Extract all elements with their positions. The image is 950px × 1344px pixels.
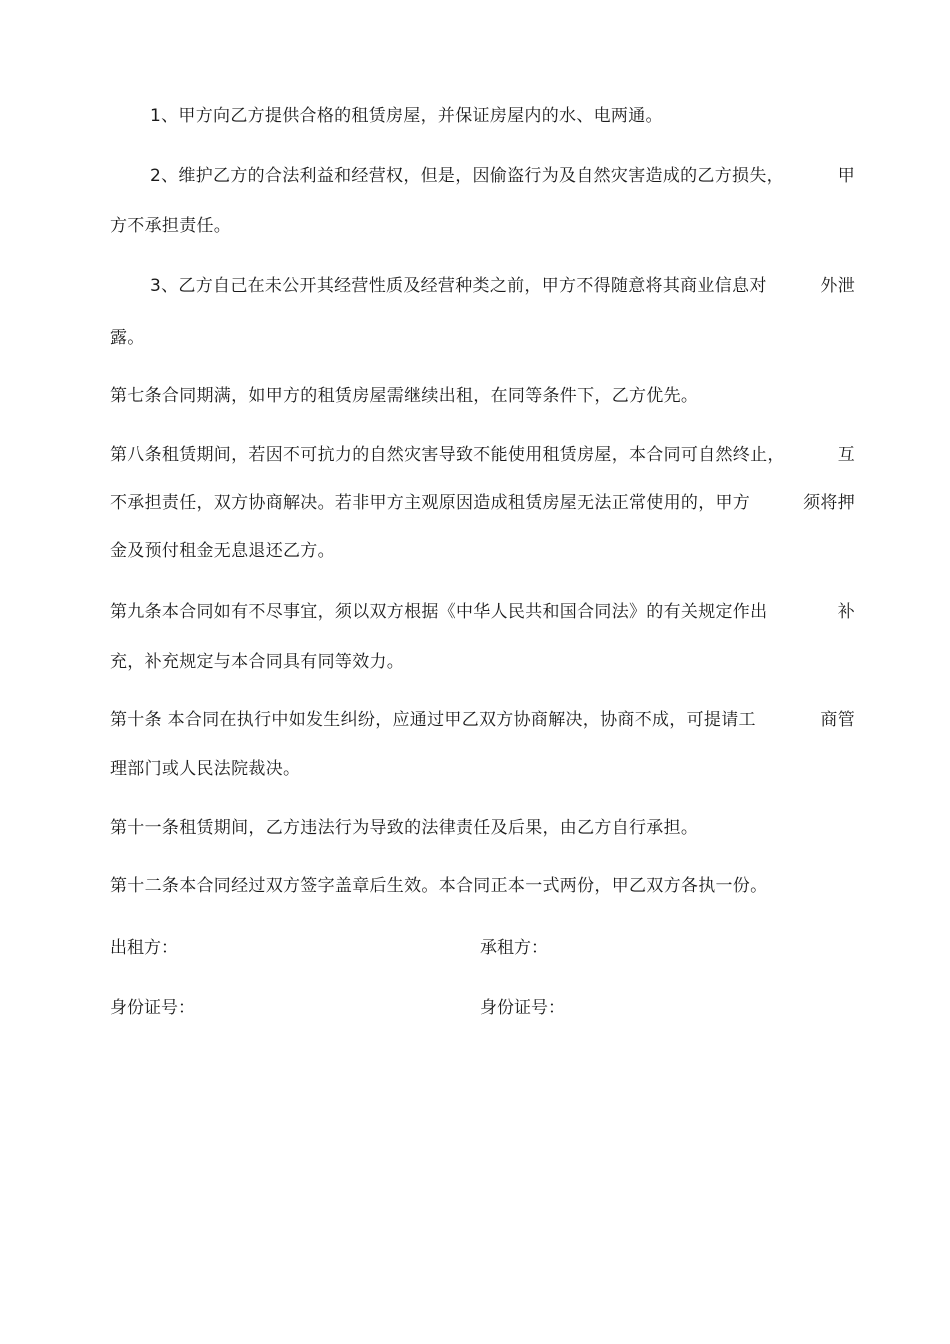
clause-item-3-text: 3、乙方自己在未公开其经营性质及经营种类之前，甲方不得随意将其商业信息对 (150, 276, 767, 296)
article-7: 第七条合同期满，如甲方的租赁房屋需继续出租，在同等条件下，乙方优先。 (110, 386, 699, 406)
clause-item-2-line-2: 方不承担责任。 (110, 216, 232, 236)
clause-item-2-line-1 (150, 164, 855, 188)
article-8-tail-2: 须将押 (803, 493, 855, 513)
article-8-line-1 (110, 443, 855, 467)
article-10-line-1 (110, 708, 855, 732)
clause-item-2-text: 2、维护乙方的合法利益和经营权，但是，因偷盗行为及自然灾害造成的乙方损失， (150, 166, 784, 186)
article-8-line-2 (110, 491, 855, 515)
article-8-text-2: 不承担责任，双方协商解决。若非甲方主观原因造成租赁房屋无法正常使用的，甲方 (110, 493, 751, 513)
article-10-text-1: 第十条 本合同在执行中如发生纠纷，应通过甲乙双方协商解决，协商不成，可提请工 (110, 710, 756, 730)
clause-item-3-line-1 (150, 274, 855, 298)
article-8-tail-1: 互 (837, 445, 855, 465)
clause-item-3-tail: 外泄 (820, 276, 855, 296)
article-10-tail-1: 商管 (820, 710, 855, 730)
clause-item-1: 1、甲方向乙方提供合格的租赁房屋，并保证房屋内的水、电两通。 (150, 106, 663, 126)
article-9-line-2: 充，补充规定与本合同具有同等效力。 (110, 652, 405, 672)
lessee-label: 承租方： (480, 938, 548, 958)
clause-item-2-tail: 甲 (837, 166, 855, 186)
lessor-id-label: 身份证号： (110, 998, 195, 1018)
article-10-line-2: 理部门或人民法院裁决。 (110, 759, 301, 779)
article-9-line-1 (110, 600, 855, 624)
article-9-text-1: 第九条本合同如有不尽事宜，须以双方根据《中华人民共和国合同法》的有关规定作出 (110, 602, 768, 622)
lessee-id-label: 身份证号： (480, 998, 565, 1018)
article-8-text-1: 第八条租赁期间，若因不可抗力的自然灾害导致不能使用租赁房屋，本合同可自然终止， (110, 445, 785, 465)
article-11: 第十一条租赁期间，乙方违法行为导致的法律责任及后果，由乙方自行承担。 (110, 818, 699, 838)
clause-item-3-line-2: 露。 (110, 328, 145, 348)
lessor-label: 出租方： (110, 938, 178, 958)
article-9-tail-1: 补 (837, 602, 855, 622)
article-12: 第十二条本合同经过双方签字盖章后生效。本合同正本一式两份，甲乙双方各执一份。 (110, 876, 768, 896)
article-8-line-3: 金及预付租金无息退还乙方。 (110, 541, 335, 561)
